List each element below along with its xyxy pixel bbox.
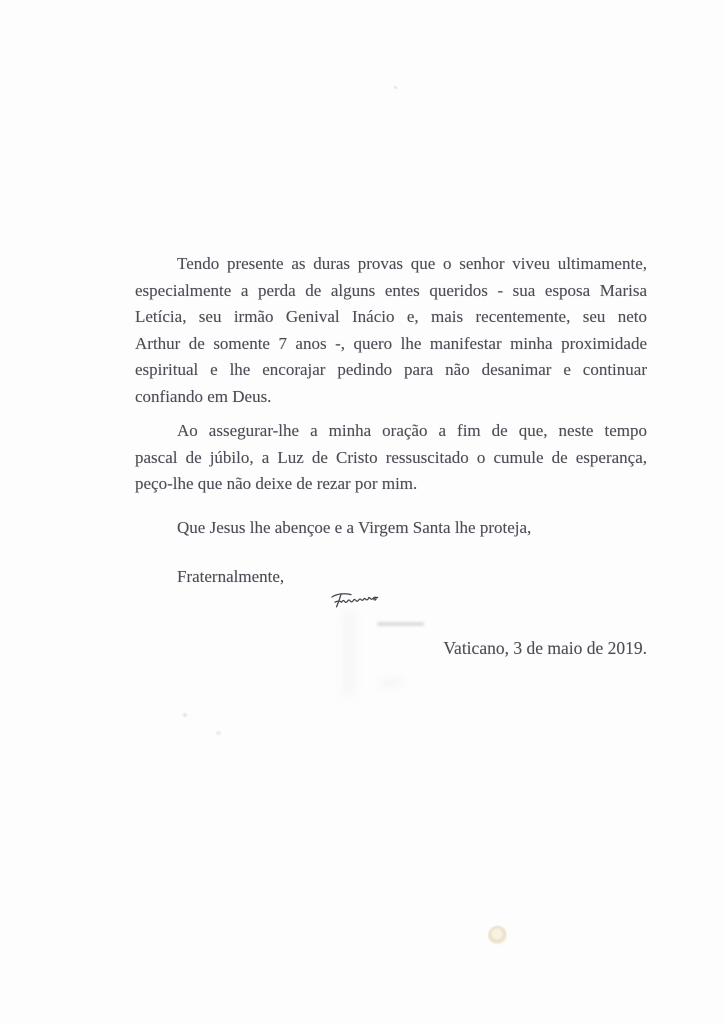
- letter-paragraph: [135, 418, 647, 498]
- letter-line: Tendo presente as duras provas que o senhor viveu ultimamente,: [177, 254, 647, 273]
- ghost-streak: [343, 610, 355, 698]
- dust-speck: [216, 731, 221, 735]
- letter-line: espiritual e lhe encorajar pedindo para não desanimar e continuar: [135, 360, 647, 379]
- signature-ink: [327, 589, 405, 613]
- dust-speck: [394, 86, 397, 89]
- closing-line: Fraternalmente,: [177, 567, 285, 586]
- letter-paragraph: [135, 251, 647, 410]
- letter-line: Arthur de somente 7 anos -, quero lhe manifestar minha proximidade: [135, 333, 647, 353]
- signature-francisco: [327, 589, 405, 613]
- ink-smudge: [377, 622, 424, 626]
- letter-body: [135, 251, 647, 591]
- letter-line: peço-lhe que não deixe de rezar por mim.: [135, 474, 418, 493]
- letter-line: pascal de júbilo, a Luz de Cristo ressuscitado o cumule de esperança,: [135, 447, 647, 467]
- dateline: Vaticano, 3 de maio de 2019.: [443, 638, 647, 658]
- ghost-smudge: [377, 676, 404, 690]
- blessing-line: Que Jesus lhe abençoe e a Virgem Santa lhe proteja,: [177, 517, 532, 537]
- letter-line: confiando em Deus.: [135, 386, 272, 406]
- paper-stain: [488, 926, 507, 945]
- letter-line: Letícia, seu irmão Genival Inácio e, mais recentemente, seu neto: [135, 307, 647, 326]
- letter-line: Ao assegurar-lhe a minha oração a fim de que, neste tempo: [177, 421, 647, 440]
- letter-line: especialmente a perda de alguns entes queridos - sua esposa Marisa: [135, 280, 647, 300]
- dust-speck: [183, 713, 187, 717]
